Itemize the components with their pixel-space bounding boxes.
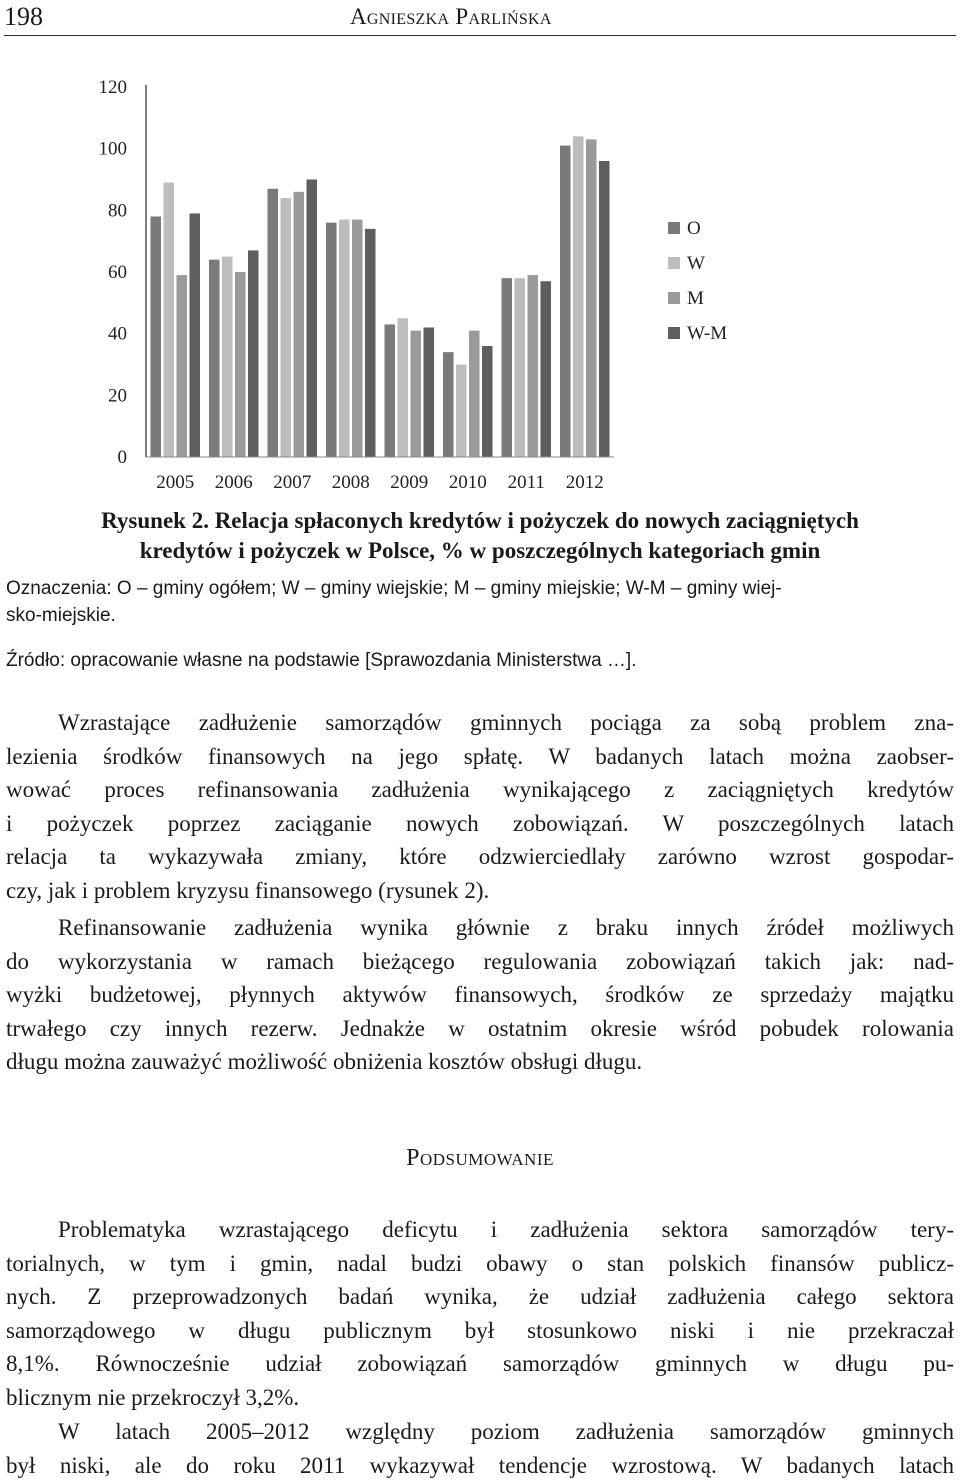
x-tick-label: 2012 (565, 472, 604, 493)
notes-line: Oznaczenia: O – gminy ogółem; W – gminy wiejskie; M – gminy miejskie; W-M – gminy wiej- (6, 578, 782, 599)
y-tick-label: 60 (108, 262, 127, 283)
text-line: i pożyczek poprzez zaciąganie nowych zobowiązań. W poszczególnych latach (6, 810, 954, 836)
y-tick-label: 80 (108, 200, 127, 222)
header-rule (4, 35, 956, 36)
body-paragraph (6, 1415, 954, 1482)
text-line: W latach 2005–2012 względny poziom zadłużenia samorządów gminnych (58, 1419, 954, 1444)
legend-label: W (687, 253, 705, 274)
bar-w-2007 (281, 198, 292, 457)
page-number: 198 (4, 2, 43, 31)
text-line: czy, jak i problem kryzysu finansowego (rysunek 2). (6, 877, 490, 903)
x-tick-label: 2008 (331, 472, 370, 493)
bar-w-m-2008 (365, 229, 376, 457)
caption-line: kredytów i pożyczek w Polsce, % w poszczególnych kategoriach gmin (139, 538, 821, 563)
bar-w-m-2005 (190, 213, 201, 457)
text-line: trwałego czy innych rezerw. Jednakże w ostatnim okresie wśród pobudek rolowania (6, 1015, 954, 1041)
text-line: Refinansowanie zadłużenia wynika głównie z braku innych źródeł możliwych (58, 915, 954, 940)
bar-w-m-2010 (482, 346, 493, 457)
bar-o-2011 (502, 278, 513, 457)
y-tick-label: 100 (98, 138, 127, 160)
x-tick-label: 2007 (273, 472, 312, 493)
x-tick-label: 2009 (390, 472, 429, 493)
caption-line: Rysunek 2. Relacja spłaconych kredytów i pożyczek do nowych zaciągniętych (101, 508, 859, 533)
bar-w-2009 (398, 318, 409, 457)
bar-o-2009 (385, 324, 396, 457)
text-line: blicznym nie przekroczył 3,2%. (6, 1384, 300, 1410)
legend-swatch (668, 292, 680, 304)
body-paragraph (6, 1213, 954, 1414)
bar-w-2010 (456, 365, 467, 458)
section-title: Podsumowanie (406, 1145, 554, 1171)
bar-m-2012 (586, 139, 597, 457)
bar-w-m-2009 (424, 328, 435, 458)
bar-w-m-2012 (599, 161, 610, 457)
text-line: do wykorzystania w ramach bieżącego regulowania zobowiązań takich jak: nad- (6, 948, 954, 974)
y-axis (99, 77, 147, 468)
bar-m-2007 (294, 192, 305, 457)
bar-w-2011 (515, 278, 526, 457)
text-line: torialnych, w tym i gmin, nadal budzi obawy o stan polskich finansów publicz- (6, 1250, 954, 1276)
text-line: lezienia środków finansowych na jego spłatę. W badanych latach można zaobser- (6, 743, 954, 769)
page-header (0, 0, 960, 40)
bar-m-2006 (235, 272, 246, 457)
text-line: długu można zauważyć możliwość obniżenia kosztów obsługi długu. (6, 1049, 643, 1074)
legend-swatch (668, 327, 680, 339)
running-title: Agnieszka Parlińska (350, 4, 552, 29)
bar-o-2008 (326, 223, 337, 457)
text-line: wyżki budżetowej, płynnych aktywów finansowych, środków ze sprzedaży majątku (6, 982, 954, 1007)
text-line: 8,1%. Równocześnie udział zobowiązań samorządów gminnych w długu pu- (6, 1351, 954, 1376)
bar-w-m-2011 (541, 281, 552, 457)
x-tick-label: 2010 (448, 472, 487, 493)
bar-w-2008 (339, 220, 350, 457)
legend-label: O (687, 218, 701, 239)
bar-m-2009 (411, 331, 422, 457)
bar-m-2011 (528, 275, 539, 457)
y-tick-label: 20 (108, 385, 127, 407)
y-tick-label: 40 (108, 323, 127, 345)
x-axis (146, 457, 614, 493)
bar-chart (0, 50, 960, 502)
text-line: Problematyka wzrastającego deficytu i zadłużenia sektora samorządów tery- (58, 1217, 954, 1242)
bar-m-2005 (177, 275, 188, 457)
bar-w-m-2006 (248, 250, 259, 457)
y-tick-label: 120 (98, 77, 127, 98)
body-paragraph (6, 911, 954, 1079)
bar-w-2012 (573, 136, 584, 457)
legend-swatch (668, 222, 680, 234)
legend-swatch (668, 257, 680, 269)
bar-w-2006 (222, 257, 233, 457)
text-line: był niski, ale do roku 2011 wykazywał tendencje wzrostową. W badanych latach (6, 1452, 954, 1478)
bar-o-2007 (268, 189, 279, 457)
notes-line: sko-miejskie. (6, 605, 116, 626)
figure-notes (6, 575, 954, 629)
bar-o-2012 (560, 146, 571, 457)
bar-m-2008 (352, 220, 363, 457)
body-paragraph (6, 706, 954, 907)
text-line: relacja ta wykazywała zmiany, które odzwierciedlały zarówno wzrost gospodar- (6, 844, 954, 869)
y-tick-label: 0 (117, 447, 127, 468)
bar-o-2010 (443, 352, 454, 457)
x-tick-label: 2006 (214, 472, 253, 493)
bar-w-2005 (164, 183, 175, 457)
bar-m-2010 (469, 331, 480, 457)
text-line: nych. Z przeprowadzonych badań wynika, że udział zadłużenia całego sektora (6, 1284, 954, 1309)
text-line: Wzrastające zadłużenie samorządów gminnych pociąga za sobą problem zna- (58, 710, 954, 735)
bar-o-2006 (209, 260, 220, 457)
figure-source: Źródło: opracowanie własne na podstawie [Sprawozdania Ministerstwa …]. (6, 650, 637, 671)
legend-label: M (687, 288, 704, 309)
legend (668, 218, 727, 344)
figure-caption (0, 506, 960, 566)
bar-w-m-2007 (307, 180, 318, 458)
legend-label: W-M (687, 323, 728, 344)
bar-o-2005 (151, 217, 162, 458)
bars (151, 136, 610, 457)
x-tick-label: 2011 (507, 472, 545, 493)
x-tick-label: 2005 (156, 472, 195, 493)
text-line: wować proces refinansowania zadłużenia wynikającego z zaciągniętych kredytów (6, 777, 954, 802)
text-line: samorządowego w długu publicznym był stosunkowo niski i nie przekraczał (6, 1317, 954, 1343)
